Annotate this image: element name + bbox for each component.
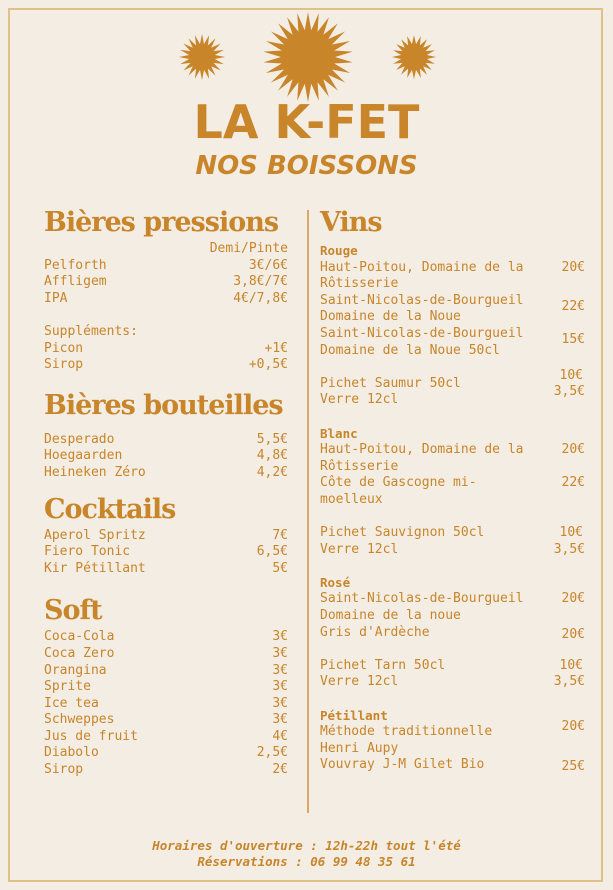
item-name: Saint-Nicolas-de-Bourgueil <box>320 591 524 607</box>
item-price: 2,5€ <box>256 745 288 761</box>
list-item <box>320 384 585 409</box>
item-price: 20€ <box>561 626 585 642</box>
item-name: Desperado <box>44 431 115 447</box>
item-price: 3€/6€ <box>248 257 288 273</box>
item-name: Heineken Zéro <box>44 464 146 480</box>
item-name: Sirop <box>44 762 84 778</box>
list-item <box>320 625 585 642</box>
section-title-pressions: Bières pressions <box>44 207 279 238</box>
list-item <box>44 448 288 465</box>
item-price: 3€ <box>272 712 288 728</box>
item-name-cont: Domaine de la noue <box>320 608 461 624</box>
sun-icon <box>391 34 437 80</box>
list-item <box>44 465 288 482</box>
item-price: 3€ <box>272 629 288 645</box>
list-item <box>44 544 288 561</box>
list-item <box>320 525 585 542</box>
item-price: 5€ <box>272 560 288 576</box>
list-item <box>44 663 288 680</box>
item-price: 2€ <box>272 762 288 778</box>
list-item <box>320 658 585 675</box>
list-item <box>44 629 288 646</box>
item-price: 5,5€ <box>256 431 288 447</box>
item-name-cont: moelleux <box>320 491 383 507</box>
item-name: Verre 12cl <box>320 392 399 408</box>
item-price: 3€ <box>272 662 288 678</box>
item-name: Ice tea <box>44 695 99 711</box>
item-name: Schweppes <box>44 712 115 728</box>
item-name: Picon <box>44 340 84 356</box>
item-price: 4€ <box>272 728 288 744</box>
item-name: Côte de Gascogne mi- <box>320 475 477 491</box>
item-name: Aperol Spritz <box>44 527 146 543</box>
section-title-bouteilles: Bières bouteilles <box>44 389 283 421</box>
item-price: 22€ <box>561 298 585 314</box>
item-price: 3€ <box>272 645 288 661</box>
item-name-cont: Domaine de la Noue <box>320 309 461 325</box>
item-name: Coca-Cola <box>44 629 115 645</box>
list-item <box>320 475 585 508</box>
opening-hours: Horaires d'ouverture : 12h-22h tout l'été <box>152 838 461 853</box>
supplements-label: Suppléments: <box>44 323 138 339</box>
item-price: 10€ <box>559 525 583 541</box>
section-title-vins: Vins <box>320 207 382 238</box>
item-price: 25€ <box>561 759 585 775</box>
item-price: +0,5€ <box>248 357 288 373</box>
category-blanc: Blanc <box>320 425 358 441</box>
item-name: Diabolo <box>44 745 99 761</box>
item-name: Haut-Poitou, Domaine de la <box>320 442 524 458</box>
item-price: +1€ <box>264 340 288 356</box>
item-price: 3€ <box>272 695 288 711</box>
item-price: 15€ <box>561 331 585 347</box>
list-item <box>44 274 288 291</box>
item-price: 20€ <box>561 442 585 458</box>
list-item <box>44 696 288 713</box>
item-name: Hoegaarden <box>44 448 123 464</box>
item-name: Pichet Sauvignon 50cl <box>320 525 485 541</box>
left-column <box>44 205 288 779</box>
item-name: Saint-Nicolas-de-Bourgueil <box>320 325 524 341</box>
item-name: Orangina <box>44 662 107 678</box>
list-item <box>320 757 585 774</box>
item-price: 4€/7,8€ <box>233 290 288 306</box>
item-price: 4,2€ <box>256 464 288 480</box>
list-item <box>44 762 288 779</box>
page-footer <box>0 838 613 870</box>
item-name: Méthode traditionnelle <box>320 724 493 740</box>
list-item <box>44 646 288 663</box>
item-price: 20€ <box>561 259 585 275</box>
category-rose: Rosé <box>320 574 351 590</box>
item-price: 4,8€ <box>256 448 288 464</box>
item-name: Pelforth <box>44 257 107 273</box>
item-price: 3,5€ <box>553 541 585 557</box>
list-item <box>320 674 585 691</box>
item-name-cont: Rôtisserie <box>320 458 399 474</box>
column-divider <box>307 210 309 813</box>
item-name-cont: Henri Aupy <box>320 740 399 756</box>
list-item <box>320 591 585 624</box>
item-name: Affligem <box>44 274 107 290</box>
item-price: 6,5€ <box>256 544 288 560</box>
category-rouge: Rouge <box>320 243 358 258</box>
item-name: Verre 12cl <box>320 674 399 690</box>
reservations-phone: Réservations : 06 99 48 35 61 <box>197 854 416 869</box>
item-price: 7€ <box>272 527 288 543</box>
section-title-cocktails: Cocktails <box>44 493 176 525</box>
list-item <box>44 341 288 358</box>
category-petillant: Pétillant <box>320 707 388 723</box>
sun-icon <box>262 11 354 103</box>
page-subtitle: NOS BOISSONS <box>195 151 418 181</box>
item-name: Kir Pétillant <box>44 560 146 576</box>
list-item <box>320 260 585 293</box>
item-name: Jus de fruit <box>44 728 138 744</box>
list-item <box>320 293 585 326</box>
item-name: Saint-Nicolas-de-Bourgueil <box>320 292 524 308</box>
list-item <box>44 258 288 275</box>
item-name-cont: Domaine de la Noue 50cl <box>320 342 501 358</box>
list-item <box>44 679 288 696</box>
item-name: Coca Zero <box>44 645 115 661</box>
item-price: 20€ <box>561 719 585 735</box>
list-item <box>44 561 288 578</box>
list-item <box>44 729 288 746</box>
list-item <box>44 357 288 374</box>
item-price: 22€ <box>561 475 585 491</box>
list-item <box>320 719 585 757</box>
list-item <box>320 442 585 475</box>
item-name: Haut-Poitou, Domaine de la <box>320 259 524 275</box>
item-price: 3,5€ <box>553 384 585 400</box>
item-name: Vouvray J-M Gilet Bio <box>320 757 485 773</box>
item-name-cont: Rôtisserie <box>320 276 399 292</box>
item-name: Fiero Tonic <box>44 544 131 560</box>
item-price: 3€ <box>272 679 288 695</box>
item-name: Sirop <box>44 357 84 373</box>
item-name: Pichet Tarn 50cl <box>320 657 446 673</box>
size-note: Demi/Pinte <box>209 241 288 256</box>
list-item <box>44 745 288 762</box>
item-name: IPA <box>44 290 68 306</box>
list-item <box>44 432 288 449</box>
item-price: 3,5€ <box>553 674 585 690</box>
list-item <box>320 542 585 559</box>
list-item <box>44 528 288 545</box>
item-price: 3,8€/7€ <box>233 274 288 290</box>
item-name: Pichet Saumur 50cl <box>320 375 461 391</box>
item-price: 10€ <box>559 657 583 673</box>
item-name: Sprite <box>44 679 91 695</box>
item-price: 20€ <box>561 591 585 607</box>
list-item <box>44 712 288 729</box>
list-item <box>320 326 585 359</box>
item-price: 10€ <box>559 367 583 383</box>
section-title-soft: Soft <box>44 595 102 627</box>
page-title: LA K-FET <box>193 95 420 149</box>
item-name: Verre 12cl <box>320 541 399 557</box>
right-column <box>320 205 585 774</box>
sun-icon <box>178 33 226 81</box>
item-name: Gris d'Ardèche <box>320 624 430 640</box>
list-item <box>44 291 288 308</box>
list-item <box>320 367 585 393</box>
